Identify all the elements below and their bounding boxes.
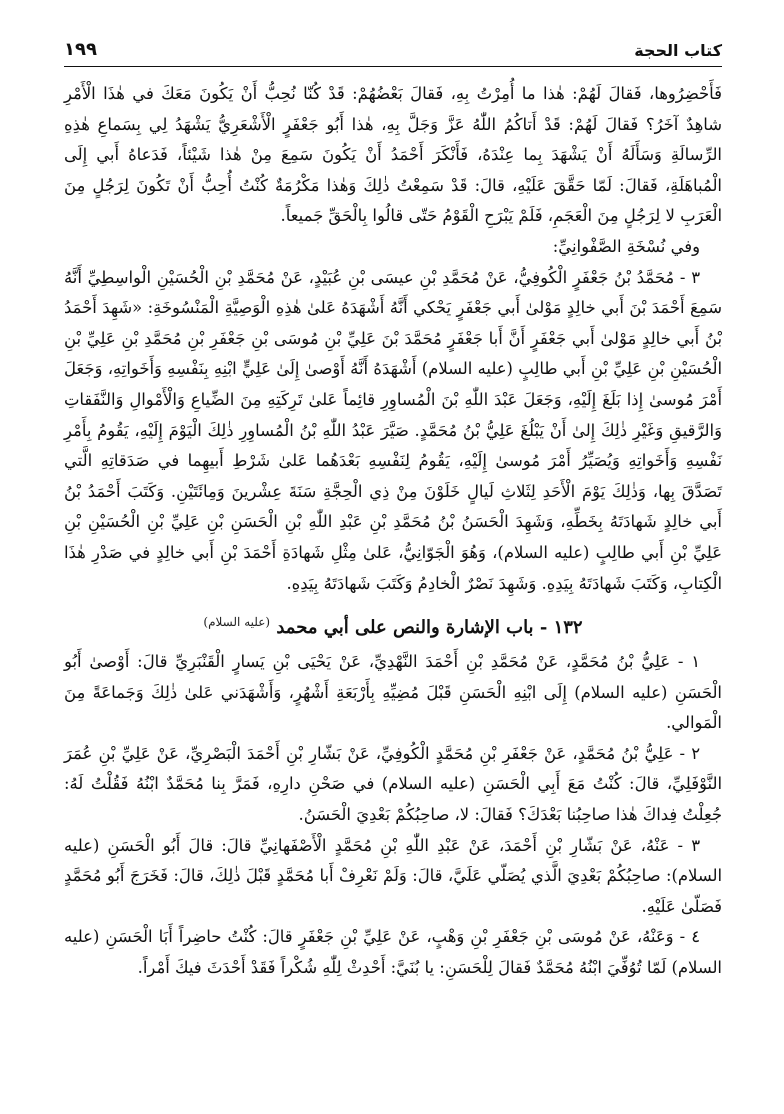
hadith-item: ١ - عَلِيُّ بْنُ مُحَمَّدٍ، عَنْ مُحَمَّدِ بْنِ أَحْمَدَ النَّهْدِيِّ، عَنْ يَحْيَى بْنِ يَسارٍ الْقَنْبَرِيِّ قالَ: أَوْصىٰ أَبُو الْحَسَنِ (عليه السلام) إِلَى ابْنِهِ الْحَسَنِ قَبْلَ مُضِيِّهِ بِأَرْبَعَةِ أَشْهُرٍ، وَأَشْهَدَني عَلىٰ ذٰلِكَ وَجَماعَةً مِنَ الْمَوالي. (64, 652, 722, 733)
header-rule (64, 66, 722, 67)
page-body (64, 79, 722, 984)
book-title: كتاب الحجة (634, 41, 722, 60)
hadith-item: ٣ - عَنْهُ، عَنْ بَشّارِ بْنِ أَحْمَدَ، عَنْ عَبْدِ اللّٰهِ بْنِ مُحَمَّدٍ الْأَصْفَهانِيِّ قالَ: قالَ أَبُو الْحَسَنِ (عليه السلام): صاحِبُكُمْ بَعْدِيَ الَّذي يُصَلّي عَلَيَّ، قالَ: وَلَمْ نَعْرِفْ أَبا مُحَمَّدٍ قَبْلَ ذٰلِكَ، قالَ: فَخَرَجَ أَبُو مُحَمَّدٍ فَصَلّىٰ عَلَيْهِ. (64, 835, 722, 916)
chapter-heading (64, 605, 722, 645)
paragraph-variant-note: وفي نُسْخَةِ الصَّفْوانِيِّ: (552, 236, 700, 256)
paragraph-continuation: فَأَحْضِرُوها، فَقالَ لَهُمْ: هٰذا ما أُمِرْتُ بِهِ، فَقالَ بَعْضُهُمْ: قَدْ كُنّا نُحِبُّ أَنْ يَكُونَ مَعَكَ في هٰذَا الْأَمْرِ شاهِدٌ آخَرُ؟ فَقالَ لَهُمْ: قَدْ أَتاكُمُ اللّٰهُ عَزَّ وَجَلَّ بِهِ، هٰذا أَبُو جَعْفَرٍ الْأَشْعَرِيُّ يَشْهَدُ لِي بِسَماعِ هٰذِهِ الرِّسالَةِ وَسَأَلَهُ أَنْ يَشْهَدَ بِما عِنْدَهُ، فَأَنْكَرَ أَحْمَدُ أَنْ يَكُونَ سَمِعَ مِنْ هٰذا شَيْئاً، فَدَعاهُ أَبي إِلَى الْمُباهَلَةِ، فَقالَ: لَمّا حَقَّقَ عَلَيْهِ، قالَ: قَدْ سَمِعْتُ ذٰلِكَ وَهٰذا مَكْرُمَةٌ كُنْتُ أُحِبُّ أَنْ تَكُونَ لِرَجُلٍ مِنَ الْعَرَبِ لا لِرَجُلٍ مِنَ الْعَجَمِ، فَلَمْ يَبْرَحِ الْقَوْمُ حَتّى قالُوا بِالْحَقِّ جَميعاً. (64, 84, 722, 226)
honorific-glyph: (عليه السلام) (203, 615, 271, 630)
page-number: ١٩٩ (64, 39, 97, 60)
hadith-item: ٤ - وَعَنْهُ، عَنْ مُوسَى بْنِ جَعْفَرِ بْنِ وَهْبٍ، عَنْ عَلِيِّ بْنِ جَعْفَرٍ قالَ: كُنْتُ حاضِراً أَبَا الْحَسَنِ (عليه السلام) لَمّا تُوُفِّيَ ابْنُهُ مُحَمَّدٌ فَقالَ لِلْحَسَنِ: يا بُنَيَّ: أَحْدِثْ لِلّٰهِ شُكْراً فَقَدْ أَحْدَثَ فيكَ أَمْراً. (64, 927, 722, 978)
paragraph-hadith-3: ٣ - مُحَمَّدُ بْنُ جَعْفَرٍ الْكُوفِيُّ، عَنْ مُحَمَّدِ بْنِ عيسَى بْنِ عُبَيْدٍ، عَنْ مُحَمَّدِ بْنِ الْحُسَيْنِ الْواسِطِيِّ أَنَّهُ سَمِعَ أَحْمَدَ بْنَ أَبي خالِدٍ مَوْلىٰ أَبي جَعْفَرٍ يَحْكي أَنَّهُ أَشْهَدَهُ عَلىٰ هٰذِهِ الْوَصِيَّةِ الْمَنْسُوخَةِ: «شَهِدَ أَحْمَدُ بْنُ أَبي خالِدٍ مَوْلىٰ أَبي جَعْفَرٍ أَنَّ أَبا جَعْفَرٍ مُحَمَّدَ بْنَ عَلِيِّ بْنِ مُوسَى بْنِ جَعْفَرِ بْنِ مُحَمَّدِ بْنِ عَلِيِّ بْنِ الْحُسَيْنِ بْنِ عَلِيِّ بْنِ أَبي طالِبٍ (عليه السلام) أَشْهَدَهُ أَنَّهُ أَوْصىٰ إِلَىٰ عَلِيٍّ ابْنِهِ بِنَفْسِهِ وَأَخَواتِهِ، وَجَعَلَ أَمْرَ مُوسىٰ إِذا بَلَغَ إِلَيْهِ، وَجَعَلَ عَبْدَ اللّٰهِ بْنَ الْمُساوِرِ قائِماً عَلىٰ تَرِكَتِهِ مِنَ الضِّياعِ وَالْأَمْوالِ وَالنَّفَقاتِ وَالرَّقيقِ وَغَيْرِ ذٰلِكَ إِلىٰ أَنْ يَبْلُغَ عَلِيُّ بْنُ مُحَمَّدٍ. صَيَّرَ عَبْدُ اللّٰهِ بْنُ الْمُساوِرِ ذٰلِكَ الْيَوْمَ إِلَيْهِ، يَقُومُ بِأَمْرِ نَفْسِهِ وَأَخَواتِهِ وَيُصَيِّرُ أَمْرَ مُوسىٰ إِلَيْهِ، يَقُومُ لِنَفْسِهِ بَعْدَهُما عَلىٰ شَرْطِ أَبيهِما في صَدَقاتِهِ الَّتي تَصَدَّقَ بِها، وَذٰلِكَ يَوْمَ الْأَحَدِ لِثَلاثِ لَيالٍ خَلَوْنَ مِنْ ذِي الْحِجَّةِ سَنَةَ عِشْرينَ وَمِائَتَيْنِ. وَكَتَبَ أَحْمَدُ بْنُ أَبي خالِدٍ شَهادَتَهُ بِخَطِّهِ، وَشَهِدَ الْحَسَنُ بْنُ مُحَمَّدِ بْنِ عَبْدِ اللّٰهِ بْنِ الْحَسَنِ بْنِ عَلِيِّ بْنِ الْحُسَيْنِ بْنِ عَلِيِّ بْنِ أَبي طالِبٍ (عليه السلام)، وَهُوَ الْجَوّانِيُّ، عَلىٰ مِثْلِ شَهادَةِ أَحْمَدَ بْنِ أَبي خالِدٍ في صَدْرِ هٰذَا الْكِتابِ، وَكَتَبَ شَهادَتَهُ بِيَدِهِ. وَشَهِدَ نَصْرٌ الْخادِمُ وَكَتَبَ شَهادَتَهُ بِيَدِهِ. (64, 267, 722, 593)
chapter-title: ١٣٢ - باب الإشارة والنص على أبي محمد (276, 617, 583, 639)
running-header (64, 22, 722, 60)
hadith-item: ٢ - عَلِيُّ بْنُ مُحَمَّدٍ، عَنْ جَعْفَرِ بْنِ مُحَمَّدٍ الْكُوفِيِّ، عَنْ بَشّارِ بْنِ أَحْمَدَ الْبَصْرِيِّ، عَنْ عَلِيِّ بْنِ عُمَرَ النَّوْفَلِيِّ، قالَ: كُنْتُ مَعَ أَبِي الْحَسَنِ (عليه السلام) في صَحْنِ دارِهِ، فَمَرَّ بِنا مُحَمَّدٌ ابْنُهُ فَقُلْتُ لَهُ: جُعِلْتُ فِداكَ هٰذا صاحِبُنا بَعْدَكَ؟ فَقالَ: لا، صاحِبُكُمْ بَعْدِيَ الْحَسَنُ. (64, 743, 722, 825)
